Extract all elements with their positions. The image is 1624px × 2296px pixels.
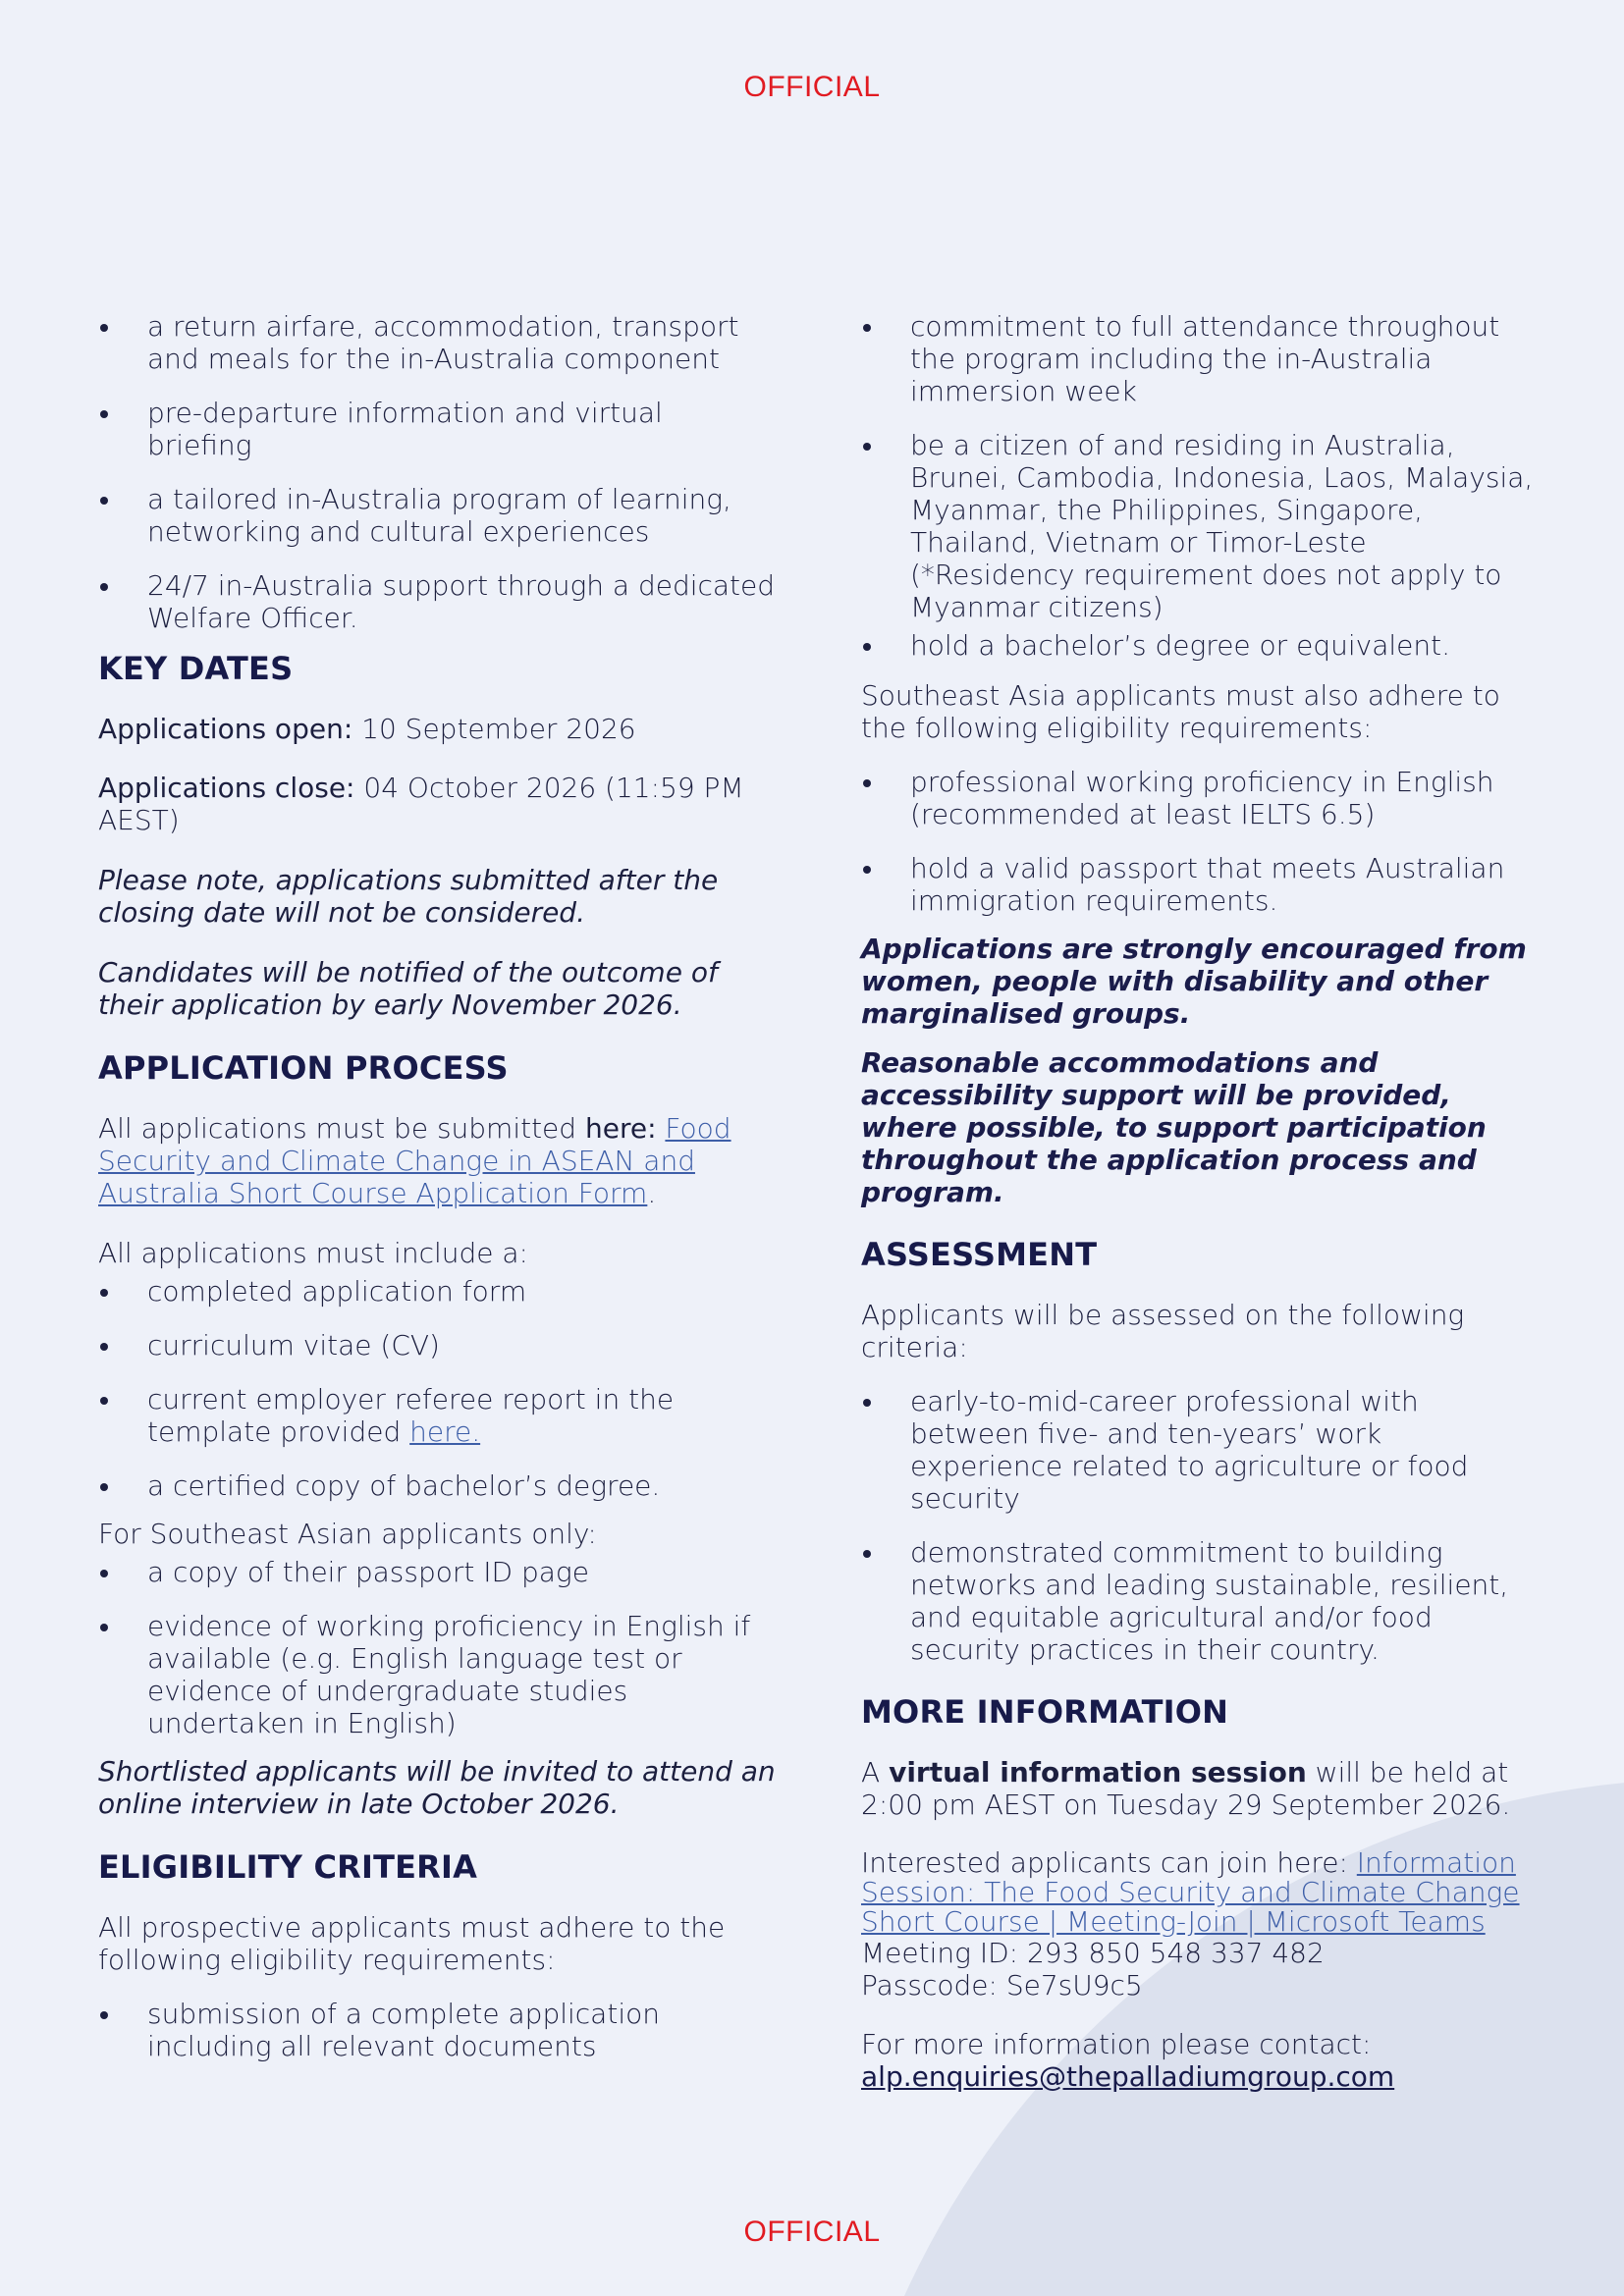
info-session-bold: virtual information session	[889, 1756, 1307, 1789]
list-item: hold a bachelor’s degree or equivalent.	[861, 629, 1539, 662]
info-session-text	[861, 1756, 1539, 1821]
outcome-note: Candidates will be notified of the outcome of their application by early November 2026.	[98, 956, 718, 1021]
list-item: evidence of working proficiency in English if available (e.g. English language test or evidence of undergraduate studies undertaken in English)	[98, 1610, 776, 1739]
eligibility-list-continued	[861, 310, 1539, 662]
list-item: 24/7 in-Australia support through a dedicated Welfare Officer.	[98, 569, 776, 634]
list-item: hold a valid passport that meets Australian immigration requirements.	[861, 852, 1539, 917]
contact-text: For more information please contact:	[861, 2028, 1372, 2060]
contact-email-line	[861, 2060, 1539, 2093]
list-item: submission of a complete application including all relevant documents	[98, 1998, 776, 2062]
list-item: completed application form	[98, 1275, 776, 1308]
list-item: a certified copy of bachelor’s degree.	[98, 1469, 776, 1502]
list-item: a tailored in-Australia program of learning, networking and cultural experiences	[98, 483, 776, 548]
classification-marking-bottom: OFFICIAL	[743, 2216, 881, 2248]
required-documents-list	[98, 1275, 776, 1502]
applications-open-value: 10 September 2026	[352, 713, 636, 745]
list-item	[98, 1383, 776, 1448]
encouragement-statement: Applications are strongly encouraged from women, people with disability and other marginalised groups.	[861, 933, 1527, 1030]
list-item: demonstrated commitment to building networks and leading sustainable, resilient, and equitable agricultural and/or food security practices in their country.	[861, 1536, 1539, 1666]
list-item: commitment to full attendance throughout the program including the in-Australia immersion week	[861, 310, 1539, 407]
sea-eligibility-intro: Southeast Asia applicants must also adhere to the following eligibility requirements:	[861, 679, 1500, 744]
meeting-passcode: Passcode: Se7sU9c5	[861, 1969, 1143, 2002]
assessment-criteria-list	[861, 1385, 1539, 1666]
inclusions-list	[98, 310, 776, 634]
applications-close-value: 04 October 2026 (11:59 PM AEST)	[98, 772, 744, 836]
right-column	[861, 310, 1539, 2093]
applications-open	[98, 713, 776, 745]
heading-application-process: APPLICATION PROCESS	[98, 1049, 509, 1087]
submission-here: here:	[584, 1112, 657, 1145]
info-session-pre: A	[861, 1756, 890, 1789]
list-item: early-to-mid-career professional with between five- and ten-years’ work experience related to agriculture or food security	[861, 1385, 1539, 1515]
assessment-intro: Applicants will be assessed on the following criteria:	[861, 1299, 1465, 1363]
join-instructions	[861, 1848, 1539, 1937]
submission-instructions	[98, 1112, 776, 1209]
classification-marking-top: OFFICIAL	[743, 71, 881, 103]
sea-documents-list	[98, 1556, 776, 1739]
list-item: pre-departure information and virtual briefing	[98, 397, 776, 461]
applications-open-label: Applications open:	[98, 713, 353, 745]
referee-template-link[interactable]: here.	[409, 1415, 481, 1448]
submission-period: .	[647, 1177, 657, 1209]
list-item: curriculum vitae (CV)	[98, 1329, 776, 1362]
applications-close-label: Applications close:	[98, 772, 355, 804]
shortlist-note: Shortlisted applicants will be invited to attend an online interview in late October 2026.	[98, 1755, 776, 1820]
list-item: be a citizen of and residing in Australia, Brunei, Cambodia, Indonesia, Laos, Malaysia, Myanmar, the Philippines, Singapore, Thailand, Vietnam or Timor-Leste (*Residency requirement does not apply to Myanmar citizens)	[861, 429, 1539, 623]
heading-eligibility-criteria: ELIGIBILITY CRITERIA	[98, 1848, 478, 1886]
closing-date-note: Please note, applications submitted after the closing date will not be considered.	[98, 864, 719, 929]
sea-applicants-intro: For Southeast Asian applicants only:	[98, 1518, 597, 1550]
info-session-post: will be held at 2:00 pm AEST on Tuesday 29 September 2026.	[861, 1756, 1511, 1821]
meeting-id: Meeting ID: 293 850 548 337 482	[861, 1937, 1325, 1969]
join-text: Interested applicants can join here:	[861, 1846, 1357, 1879]
referee-text: current employer referee report in the template provided	[147, 1383, 675, 1448]
list-item: a return airfare, accommodation, transport and meals for the in-Australia component	[98, 310, 776, 375]
contact-email-link[interactable]: alp.enquiries@thepalladiumgroup.com	[861, 2060, 1395, 2093]
application-form-link[interactable]: Food Security and Climate Change in ASEAN and Australia Short Course Application Form	[98, 1112, 731, 1209]
list-item: professional working proficiency in English (recommended at least IELTS 6.5)	[861, 766, 1539, 830]
list-item: a copy of their passport ID page	[98, 1556, 776, 1588]
submission-text: All applications must be submitted	[98, 1112, 585, 1145]
applications-close	[98, 772, 776, 836]
heading-more-information: MORE INFORMATION	[861, 1693, 1229, 1731]
teams-meeting-link[interactable]: Information Session: The Food Security and Climate Change Short Course | Meeting-Join | Microsoft Teams	[861, 1846, 1520, 1938]
accessibility-statement: Reasonable accommodations and accessibility support will be provided, where possible, to support participation throughout the application process and program.	[861, 1046, 1487, 1208]
include-intro: All applications must include a:	[98, 1237, 528, 1269]
heading-assessment: ASSESSMENT	[861, 1236, 1098, 1273]
eligibility-intro: All prospective applicants must adhere to the following eligibility requirements:	[98, 1911, 726, 1976]
sea-eligibility-list	[861, 766, 1539, 917]
eligibility-list	[98, 1998, 776, 2062]
left-column	[98, 310, 776, 2062]
heading-key-dates: KEY DATES	[98, 650, 294, 687]
